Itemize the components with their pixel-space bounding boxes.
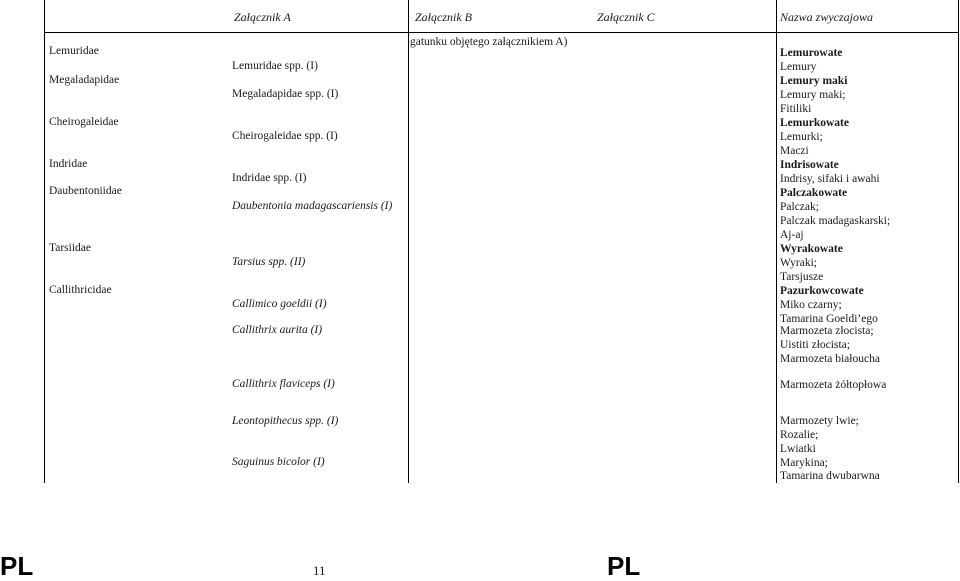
common-name-line: Wyraki; — [780, 257, 817, 269]
header-divider — [44, 32, 959, 33]
family-lemuridae: Lemuridae — [49, 45, 99, 57]
annex-a-leontopithecus-spp: Leontopithecus spp. (I) — [232, 415, 339, 427]
common-name-line: Lemurki; — [780, 131, 823, 143]
common-name-line: Tarsjusze — [780, 271, 824, 283]
annex-a-daubentonia: Daubentonia madagascariensis (I) — [232, 200, 393, 212]
common-name-line: Indrisy, sifaki i awahi — [780, 173, 880, 185]
common-name-family-wyrakowate: Wyrakowate — [780, 243, 843, 255]
header-annex-a: Załącznik A — [234, 10, 291, 24]
common-name-line: Tamarina Goeldi’ego — [780, 313, 878, 325]
common-name-family-lemurowate: Lemurowate — [780, 47, 843, 59]
common-name-line: Marmozety lwie; — [780, 415, 859, 427]
column-divider-a-b — [408, 0, 409, 483]
common-name-line: Marmozeta złocista; — [780, 325, 874, 337]
common-name-line: Fitiliki — [780, 103, 812, 115]
table-border-right — [958, 0, 959, 483]
common-name-line: Lemury — [780, 61, 817, 73]
common-name-line: Miko czarny; — [780, 299, 842, 311]
common-name-line: Uistiti złocista; — [780, 339, 850, 351]
family-cheirogaleidae: Cheirogaleidae — [49, 116, 119, 128]
page-number: 11 — [313, 563, 326, 578]
header-annex-b: Załącznik B — [415, 10, 472, 24]
common-name-family-lemury-maki: Lemury maki — [780, 75, 848, 87]
footer-language-left: PL — [0, 551, 34, 581]
common-name-family-indrisowate: Indrisowate — [780, 159, 839, 171]
common-name-family-palczakowate: Palczakowate — [780, 187, 848, 199]
common-name-line: Maczi — [780, 145, 809, 157]
common-name-family-pazurkowcowate: Pazurkowcowate — [780, 285, 864, 297]
common-name-line: Palczak madagaskarski; — [780, 215, 891, 227]
annex-a-callithrix-aurita: Callithrix aurita (I) — [232, 324, 323, 336]
column-divider-c-name — [776, 0, 777, 483]
common-name-line: Marykina; — [780, 457, 828, 469]
common-name-line: Aj-aj — [780, 229, 804, 241]
annex-a-callimico-goeldii: Callimico goeldii (I) — [232, 298, 327, 310]
common-name-line: Lemury maki; — [780, 89, 846, 101]
continuation-note: gatunku objętego załącznikiem A) — [410, 36, 568, 48]
common-name-line: Rozalie; — [780, 429, 819, 441]
header-annex-c: Załącznik C — [597, 10, 655, 24]
family-indridae: Indridae — [49, 158, 88, 170]
annex-a-callithrix-flaviceps: Callithrix flaviceps (I) — [232, 378, 335, 390]
header-common-name: Nazwa zwyczajowa — [780, 10, 874, 24]
family-callithricidae: Callithricidae — [49, 284, 112, 296]
common-name-line: Marmozeta żółtopłowa — [780, 379, 887, 391]
footer-language-right: PL — [607, 551, 641, 581]
annex-a-cheirogaleidae-spp: Cheirogaleidae spp. (I) — [232, 130, 338, 142]
annex-a-indridae-spp: Indridae spp. (I) — [232, 172, 307, 184]
common-name-line: Marmozeta białoucha — [780, 353, 880, 365]
table-border-left — [44, 0, 45, 483]
family-daubentoniidae: Daubentoniidae — [49, 185, 122, 197]
annex-a-lemuridae-spp: Lemuridae spp. (I) — [232, 60, 318, 72]
annex-a-tarsius-spp: Tarsius spp. (II) — [232, 256, 306, 268]
common-name-line: Tamarina dwubarwna — [780, 470, 880, 482]
common-name-family-lemurkowate: Lemurkowate — [780, 117, 849, 129]
common-name-line: Palczak; — [780, 201, 819, 213]
common-name-line: Lwiatki — [780, 443, 816, 455]
annex-a-saguinus-bicolor: Saguinus bicolor (I) — [232, 456, 325, 468]
family-tarsiidae: Tarsiidae — [49, 242, 91, 254]
family-megaladapidae: Megaladapidae — [49, 74, 120, 86]
annex-a-megaladapidae-spp: Megaladapidae spp. (I) — [232, 88, 339, 100]
